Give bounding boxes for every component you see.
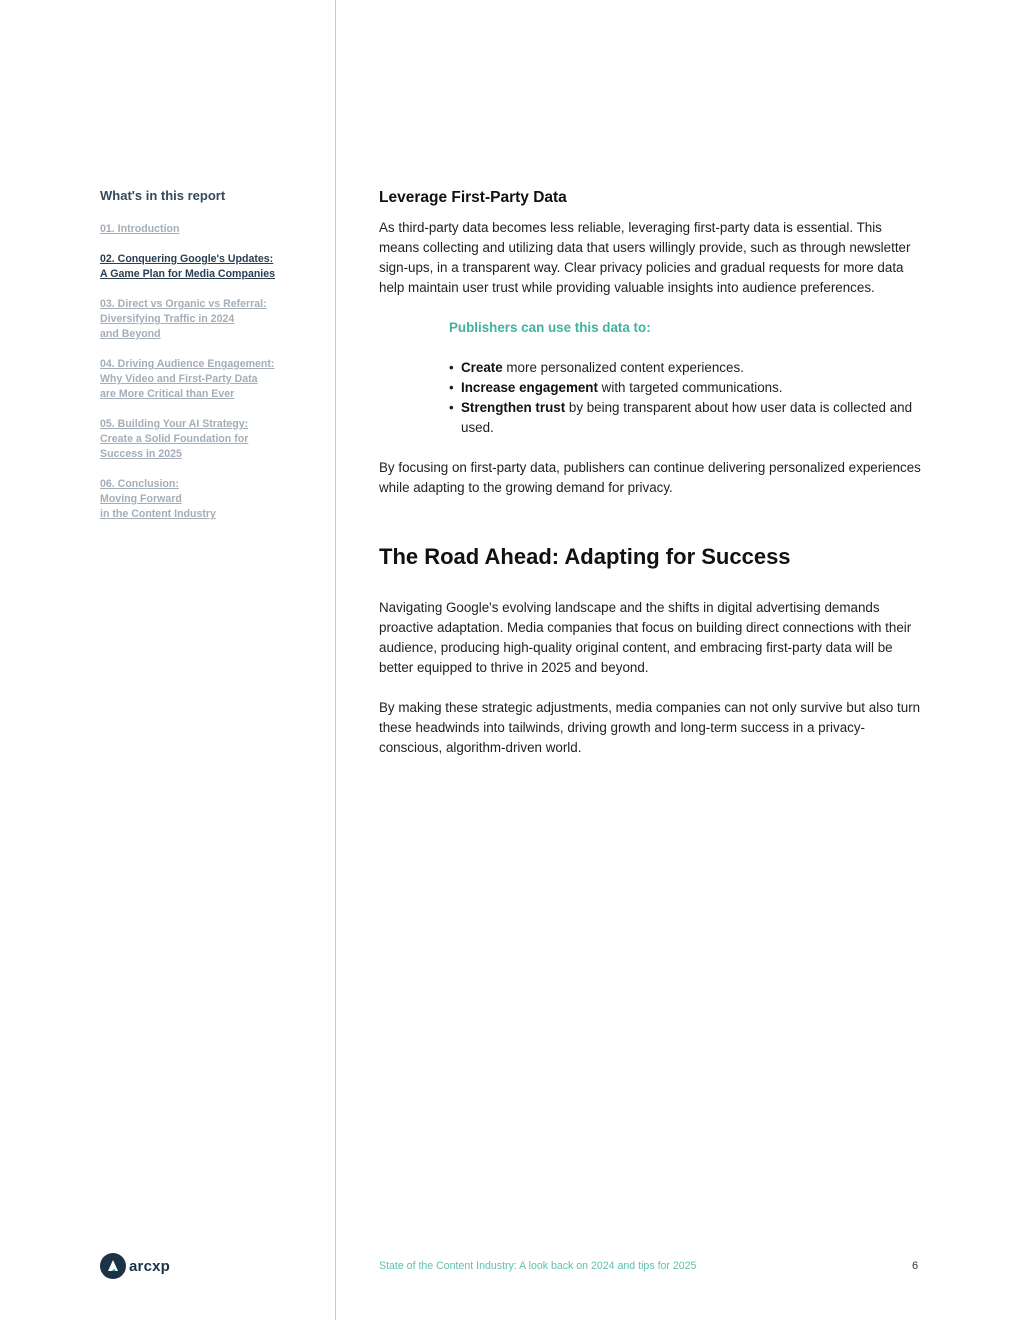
arcxp-logo-icon: [100, 1253, 126, 1279]
section-heading: Leverage First-Party Data: [379, 189, 567, 206]
list-item: • Strengthen trust by being transparent about how user data is collected and used.: [449, 400, 913, 435]
closing-paragraph: By focusing on first-party data, publishers can continue delivering personalized experiences while adapting to the growing demand for privacy.: [379, 460, 921, 495]
toc-link-line: 04. Driving Audience Engagement:: [100, 358, 275, 370]
bullet-list: [449, 358, 924, 438]
toc-link-line: A Game Plan for Media Companies: [100, 268, 276, 280]
main-content: [379, 187, 924, 758]
road-paragraph-2: By making these strategic adjustments, media companies can not only survive but also turn these headwinds into tailwinds, driving growth and long-term success in a privacy-conscious, algorithm-driven world.: [379, 700, 921, 755]
footer-report-title: State of the Content Industry: A look back on 2024 and tips for 2025: [379, 1260, 697, 1272]
list-item: • Increase engagement with targeted communications.: [449, 380, 783, 395]
bullet-text: with targeted communications.: [597, 380, 783, 395]
toc-link-line: Create a Solid Foundation for: [100, 433, 249, 445]
intro-paragraph: As third-party data becomes less reliable, leveraging first-party data is essential. This means collecting and utilizing data that users willingly provide, such as through newsletter sign-ups, in a transparent way. Clear privacy policies and gradual requests for more data help maintain user trust while providing valuable insights into audience preferences.: [379, 220, 911, 295]
toc-link-line: 03. Direct vs Organic vs Referral:: [100, 298, 267, 310]
bullet-text: by being transparent about how user data is collected and used.: [461, 400, 913, 435]
bullet-text: more personalized content experiences.: [502, 360, 744, 375]
toc-link-line: Moving Forward: [100, 493, 182, 505]
toc-link-line: Diversifying Traffic in 2024: [100, 313, 235, 325]
toc-link-line: Why Video and First-Party Data: [100, 373, 258, 385]
toc-link-3[interactable]: [100, 297, 315, 342]
toc-link-line: 06. Conclusion:: [100, 478, 179, 490]
toc-title: What's in this report: [100, 188, 226, 203]
road-ahead-heading: The Road Ahead: Adapting for Success: [379, 544, 791, 569]
toc-link-2[interactable]: [100, 252, 315, 282]
toc-link-1[interactable]: [100, 222, 315, 237]
page-number: 6: [912, 1260, 919, 1272]
callout-title: Publishers can use this data to:: [449, 320, 651, 335]
toc-link-6[interactable]: [100, 477, 315, 522]
toc-link-line: Success in 2025: [100, 448, 182, 460]
table-of-contents: [100, 187, 315, 537]
bullet-bold: Strengthen trust: [461, 400, 566, 415]
toc-link-line: and Beyond: [100, 328, 161, 340]
toc-link-line: 05. Building Your AI Strategy:: [100, 418, 249, 430]
toc-link-line: are More Critical than Ever: [100, 388, 235, 400]
column-divider: [335, 0, 336, 1320]
toc-link-line: 02. Conquering Google's Updates:: [100, 253, 274, 265]
bullet-bold: Increase engagement: [461, 380, 598, 395]
toc-link-line: in the Content Industry: [100, 508, 216, 520]
list-item: • Create more personalized content experiences.: [449, 360, 744, 375]
arcxp-logo: [100, 1253, 170, 1279]
logo-text: arcxp: [129, 1257, 171, 1275]
road-paragraph-1: Navigating Google's evolving landscape and the shifts in digital advertising demands proactive adaptation. Media companies that focus on building direct connections with their audience, producing high-quality original content, and embracing first-party data will be better equipped to thrive in 2025 and beyond.: [379, 600, 912, 675]
toc-link-4[interactable]: [100, 357, 315, 402]
toc-link-line: 01. Introduction: [100, 223, 180, 235]
bullet-bold: Create: [461, 360, 503, 375]
toc-link-5[interactable]: [100, 417, 315, 462]
toc-list: [100, 222, 315, 522]
